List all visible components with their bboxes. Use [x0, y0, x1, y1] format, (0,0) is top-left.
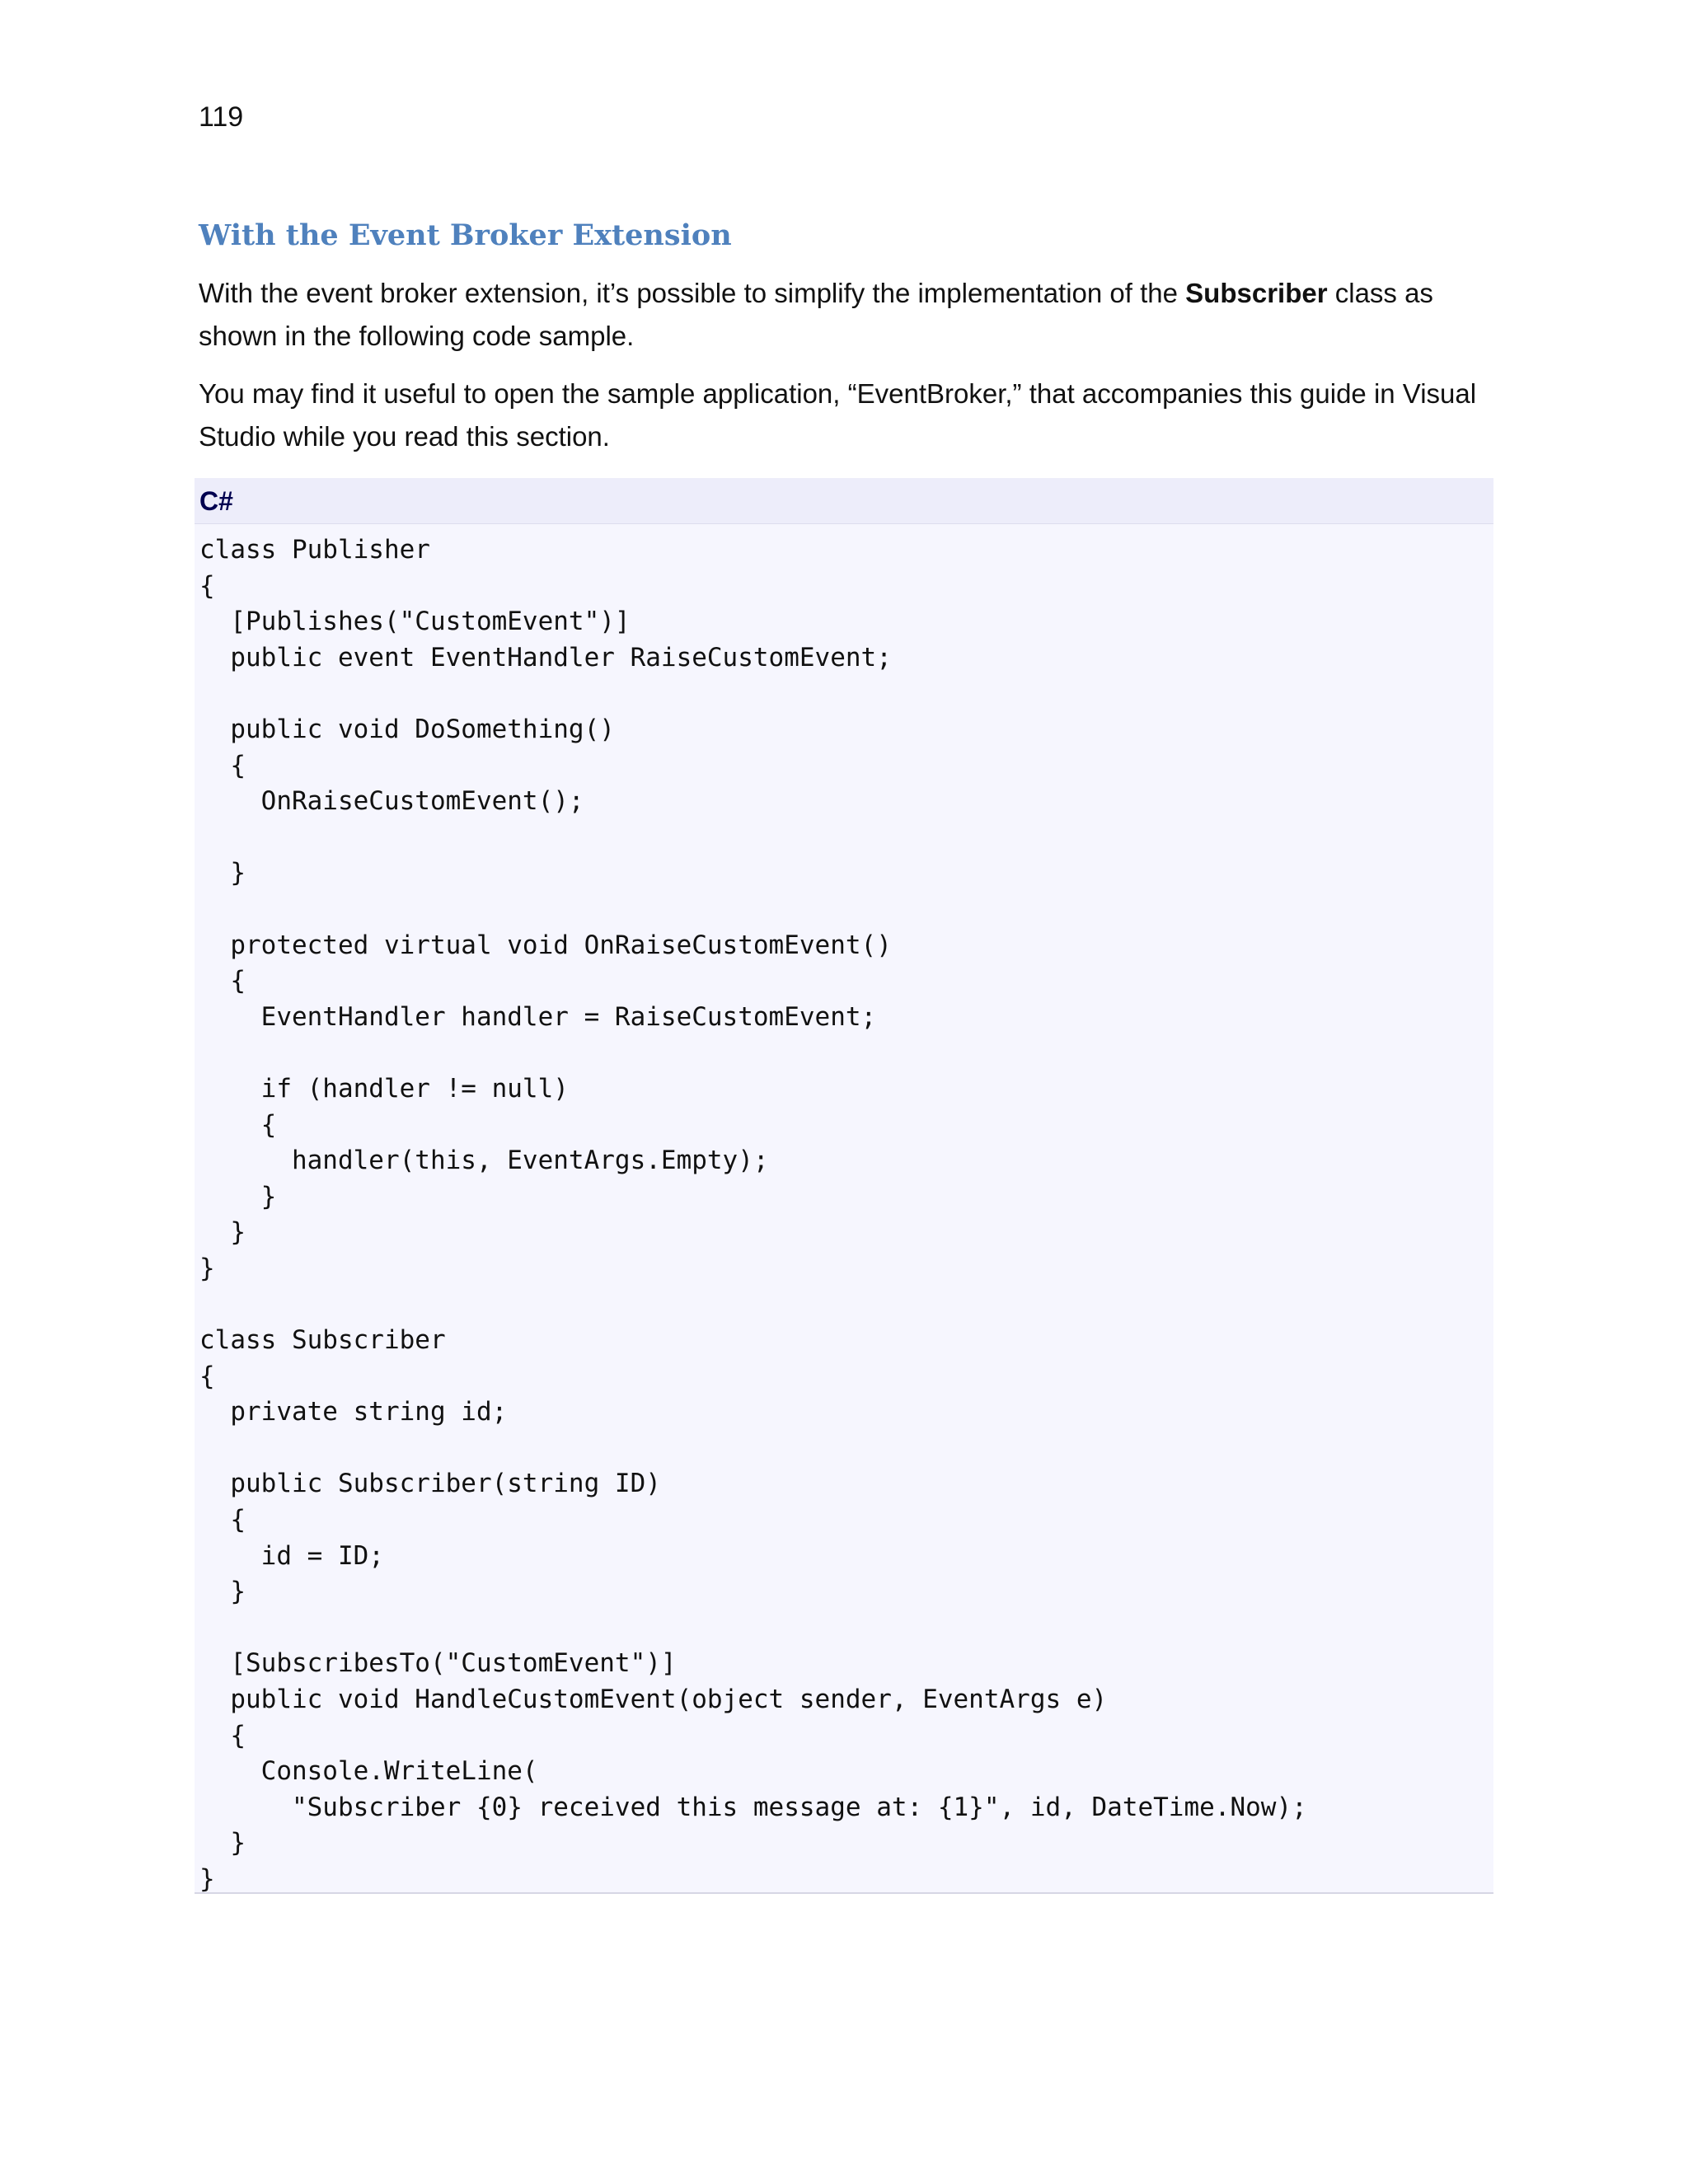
code-line: { — [199, 1720, 246, 1750]
intro-paragraph — [199, 272, 1489, 358]
code-line: { — [199, 966, 246, 996]
code-line: handler(this, EventArgs.Empty); — [199, 1146, 769, 1176]
code-line: class Subscriber — [199, 1325, 446, 1356]
subscriber-class-name: Subscriber — [1185, 278, 1328, 308]
code-line: { — [199, 1109, 277, 1140]
code-line: { — [199, 750, 246, 780]
code-listing — [195, 524, 1493, 1898]
code-sample-block — [195, 478, 1493, 1894]
code-line — [199, 820, 1493, 856]
code-line: public Subscriber(string ID) — [199, 1469, 661, 1499]
code-line: protected virtual void OnRaiseCustomEvent() — [199, 930, 892, 960]
code-line: "Subscriber {0} received this message at: {1}", id, DateTime.Now); — [199, 1792, 1307, 1822]
code-line: public event EventHandler RaiseCustomEvent; — [199, 642, 892, 673]
intro-text-end: class as shown in the following code sample. — [199, 278, 1433, 351]
code-line: } — [199, 1863, 215, 1894]
code-line: } — [199, 1181, 277, 1212]
code-line: Console.WriteLine( — [199, 1756, 538, 1787]
code-line: { — [199, 570, 215, 601]
code-line — [199, 1035, 1493, 1071]
code-line: { — [199, 1361, 215, 1391]
code-line: if (handler != null) — [199, 1073, 569, 1104]
code-line: private string id; — [199, 1397, 508, 1427]
code-line: { — [199, 1505, 246, 1535]
code-line: } — [199, 1217, 246, 1248]
code-line — [199, 1431, 1493, 1467]
code-line: [SubscribesTo("CustomEvent")] — [199, 1648, 677, 1679]
page-number: 119 — [199, 101, 244, 133]
intro-text-start: With the event broker extension, it’s possible to simplify the implementation of the — [199, 278, 1186, 308]
code-line — [199, 1610, 1493, 1647]
section-heading: With the Event Broker Extension — [199, 218, 732, 252]
code-line: [Publishes("CustomEvent")] — [199, 607, 631, 637]
code-line — [199, 676, 1493, 712]
code-line: EventHandler handler = RaiseCustomEvent; — [199, 1001, 877, 1032]
code-line: id = ID; — [199, 1540, 384, 1571]
code-line: public void DoSomething() — [199, 714, 615, 744]
code-line — [199, 1286, 1493, 1323]
code-line: } — [199, 1577, 246, 1607]
code-line: public void HandleCustomEvent(object sender, EventArgs e) — [199, 1685, 1108, 1714]
sample-app-paragraph: You may find it useful to open the sample application, “EventBroker,” that accompanies this guide in Visual Studio while you read this section. — [199, 378, 1477, 452]
code-line: } — [199, 1828, 246, 1858]
code-line: } — [199, 858, 246, 888]
code-language-label: C# — [195, 478, 1493, 524]
code-line: } — [199, 1253, 215, 1283]
code-line — [199, 892, 1493, 928]
code-line: class Publisher — [199, 535, 430, 565]
code-line: OnRaiseCustomEvent(); — [199, 786, 584, 817]
